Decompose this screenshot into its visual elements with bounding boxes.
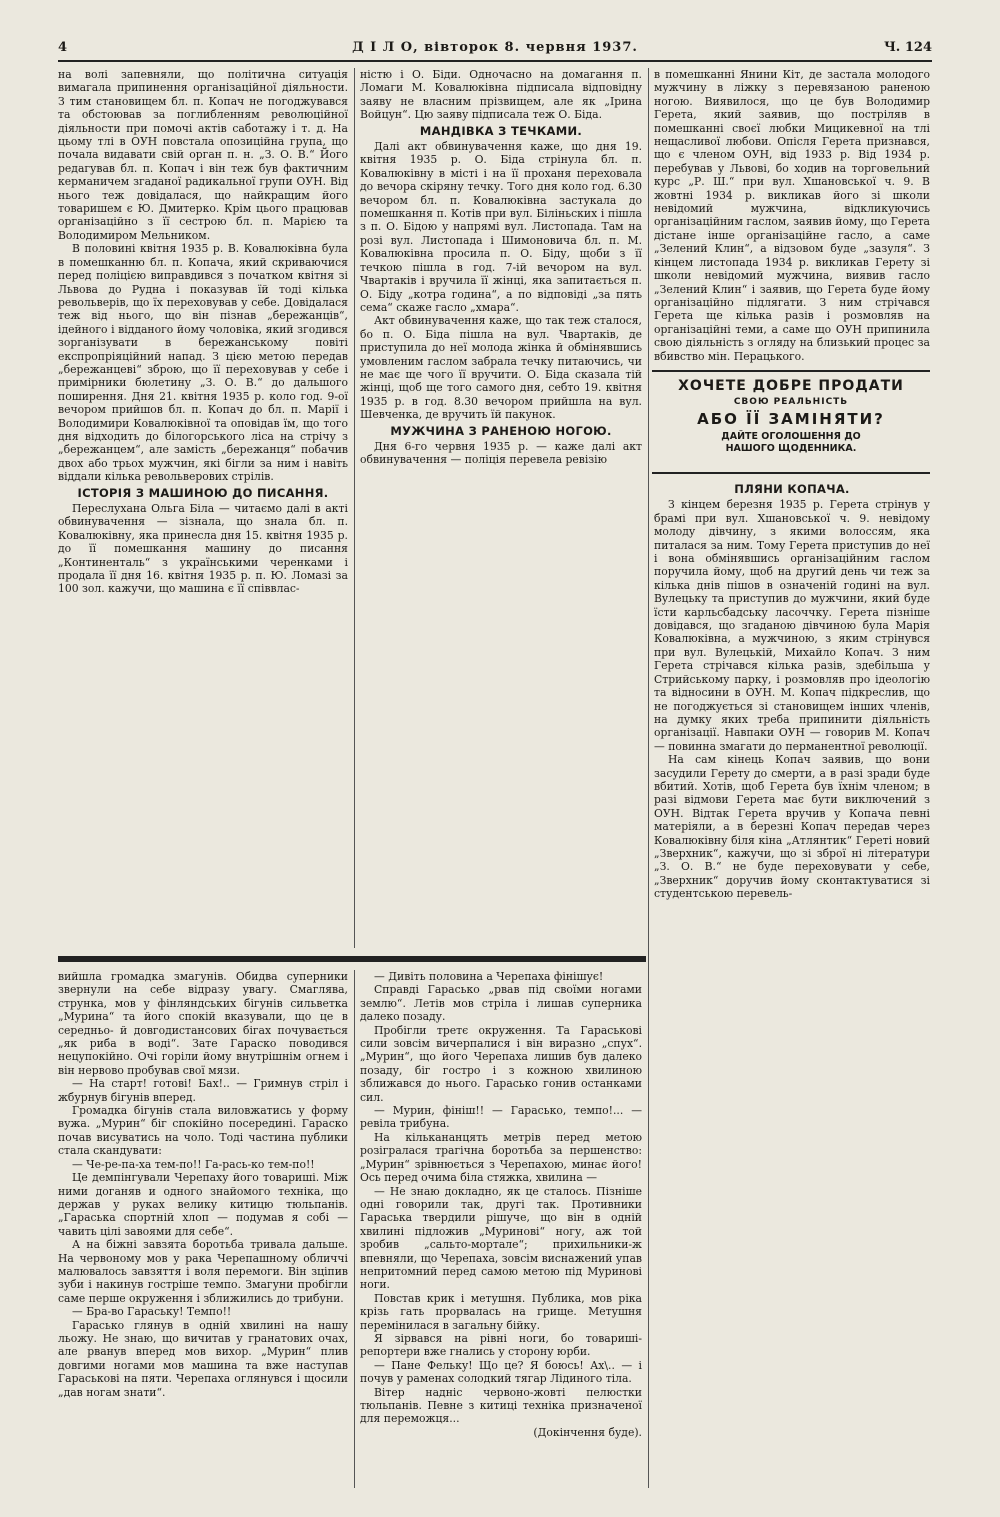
article-column-3-continued (654, 480, 930, 1490)
paragraph: Пробігли третє окруження. Та Гараськові сили зовсім вичерпалися і він виразно „спух“. „Мурин“, що його Черепаха лишив був далеко позаду, біг гостро і з кожною хвилиною зближався до нього. Гарасько гонив останками сил. (360, 1023, 642, 1104)
paragraph: В половині квітня 1935 р. В. Ковалюківна була в помешканню бл. п. Копача, який скриваючися перед поліцією виправдився з початком квітня зі Львова до Рудна і показував їй тоді кілька револьверів, що їх переховував у себе. Довідалася теж від нього, що він пізнав „бережанців“, ідейного і відданого йому чоловіка, який згодився зорганізувати в бережанському повіті експропріяційний напад. З цією метою передав „бережанцеві“ зброю, що її переховував у себе і примірники бюлетину „З. О. В.“ до дальшого поширення. Дня 21. квітня 1935 р. коло год. 9-ої вечором прийшов бл. п. Копач до бл. п. Марії і Володимири Ковалюківної та оповідав їм, що того дня відходить до білогорського ліса на стрічу з „бережанцем“, але замість „бережанця“ побачив двох або трьох мужчин, які бігли за ним і навіть віддали кілька револьверових стрілів. (58, 242, 348, 484)
paragraph: Дня 6-го червня 1935 р. — каже далі акт обвинувачення — поліція перевела ревізію (360, 439, 642, 467)
masthead (58, 38, 932, 62)
issue-number: Ч. 124 (883, 40, 932, 55)
article-column-2 (360, 68, 642, 948)
masthead-title: Д І Л О, вівторок 8. червня 1937. (352, 40, 638, 55)
paragraph: На сам кінець Копач заявив, що вони засудили Герету до смерти, а в разі зради буде вбитий. Хотів, щоб Герета був їхнім членом; в разі відмови Герета має бути виключений з ОУН. Відтак Герета вручив у Копача певні матеріяли, а в березні Копач передав через Ковалюківну біля кіна „Атлянтик“ Гереті новий „Зверхник“, кажучи, що зі зброї ні літератури „З. О. В.“ не буде переховувати у себе, „Зверхник“ доручив йому сконтактуватися зі студентською перевель- (654, 753, 930, 901)
subheading-kopach-plans: ПЛЯНИ КОПАЧА. (734, 482, 850, 496)
paragraph: Повстав крик і метушня. Публика, мов ріка крізь гать прорвалась на грище. Метушня перемінилася в загальну бійку. (360, 1291, 642, 1332)
paragraph: ністю і О. Біди. Одночасно на домагання п. Ломаги М. Ковалюківна підписала відповідну заяву не власним прізвищем, але як „Ірина Войцун“. Цю заяву підписала теж О. Біда. (360, 68, 642, 122)
paragraph: — Дивіть половина а Черепаха фінішує! (374, 970, 604, 983)
ad-headline: ХОЧЕТЕ ДОБРЕ ПРОДАТИ (678, 378, 904, 394)
column-divider (648, 68, 649, 1488)
advertisement-box (652, 370, 930, 474)
paragraph: — Бра-во Гараську! Темпо!! (72, 1305, 232, 1319)
ad-call-to-action: ДАЙТЕ ОГОЛОШЕННЯ ДО НАШОГО ЩОДЕННИКА. (721, 431, 861, 454)
page-number: 4 (58, 40, 68, 55)
paragraph: На кількананцять метрів перед метою розігралася трагічна боротьба за першенство: „Мурин“ зрівнюється з Черепахою, минає його! Ось перед очима біла стяжка, хвилина — (360, 1130, 642, 1185)
paragraph: Далі акт обвинувачення каже, що дня 19. квітня 1935 р. О. Біда стрінула бл. п. Ковалюківну в місті і на її проханя переховала до вечора скіряну течку. Того дня коло год. 6.30 вечором бл. п. Ковалюківна застукала до помешкання п. Котів при вул. Біліньских і пішла з п. О. Бідою у напрямі вул. Листопада. Там на розі вул. Листопада і Шимоновича бл. п. М. Ковалюківна просила п. О. Біду, щоби з її течкою пішла в год. 7-ій вечором на вул. Чвартаків і вручила її жінці, яка запитається п. О. Біду „котра година“, а по відповіді „за пять сема“ скаже гасло „хмара“. (360, 140, 642, 314)
paragraph: Це демпінгували Черепаху його товариші. Між ними доганяв и одного знайомого техніка, що держав у руках велику китицю тюльпанів. „Гараська спортній хлоп — подумав я собі — чавить цілі завоями для себе“. (58, 1171, 348, 1238)
paragraph: на волі запевняли, що політична ситуація вимагала припинення організаційної діяльности. З тим становищем бл. п. Копач не погоджувався та обстоював за поглибленням революційної діяльности при помочі актів саботажу і т. д. На цьому тлі в ОУН повстала опозиційна група, що почала видавати свій орган п. н. „З. О. В.“ Його редагував бл. п. Копач і він теж був фактичним керманичем згаданої радикальної групи ОУН. Від нього теж довідалася, що найкращим його товаришем є Ю. Дмитерко. Крім цього працював організаційно з її сестрою бл. п. Марією та Володимиром Мельником. (58, 68, 348, 242)
paragraph: — Мурин, фініш!! — Гарасько, темпо!... — ревіла трибуна. (360, 1104, 642, 1131)
subheading-briefcases: МАНДІВКА З ТЕЧКАМИ. (419, 123, 583, 138)
story-column-1 (58, 970, 348, 1488)
article-column-1 (58, 68, 348, 948)
paragraph: З кінцем березня 1935 р. Герета стрінув у брамі при вул. Хшановської ч. 9. невідому молоду дівчину, з якими волоссям, яка питалася за ним. Тому Герета приступив до неї і вона обмінявшись організаційним гаслом поручила йому, щоб на другий день чи теж за кілька днів пішов в означеній годині на вул. Вулецьку та приступив до мужчини, який буде їсти карльсбадську ласоччку. Герета пізніше довідався, що згаданою дівчиною була Марія Ковалюківна, а мужчиною, з яким стрінувся при вул. Вулецькій, Михайло Копач. З ним Герета стрічався кілька разів, здебільша у Стрийському парку, і розмовляв про ідеологію та відносини в ОУН. М. Копач підкреслив, що не погоджується зі становищем інших членів, на думку яких треба припинити діяльність організації. Навпаки ОУН — говорив М. Копач — повинна змагати до перманентної революції. (654, 498, 930, 753)
paragraph: А на біжні завзята боротьба тривала дальше. На червоному мов у рака Черепашному обличчі малювалось завзяття і воля перемоги. Він зціпив зуби і накинув гостріше темпо. Змагуни пробігли саме перше окруження і зближились до трибуни. (58, 1238, 348, 1305)
paragraph: — Не знаю докладно, як це сталось. Пізніше одні говорили так, другі так. Противники Гараська твердили рішуче, що він в одній хвилині підложив „Муринові“ ногу, аж той зробив „сальто-мортале“; прихильники-ж впевняли, що Черепаха, зовсім виснажений упав непритомний перед самою метою під Муринові ноги. (360, 1184, 642, 1292)
paragraph: Я зірвався на рівні ноги, бо товариші-репортери вже гнались у сторону юрби. (360, 1331, 642, 1359)
column-divider (354, 68, 355, 948)
paragraph: в помешканні Янини Кіт, де застала молодого мужчину в ліжку з перевязаною раненою ногою. Виявилося, що це був Володимир Герета, який заявив, що постріляв в помешканні своєї любки Мицикевної на тлі нещасливої любови. Опісля Герета признався, що є членом ОУН, від 1933 р. Від 1934 р. перебував у Львові, бо ходив на торговельний курс „Р. Ш.“ при вул. Хшановської ч. 9. В жовтні 1934 р. викликав його зі школи невідомий мужчина, відкликуючись організаційним гаслом, заявив йому, що Герета дістане інше організаційне гасло, а саме „Зелений Клин“, а відзовом буде „зазуля“. З кінцем листопада 1934 р. викликав Герету зі школи невідомий мужчина, виявив гасло „Зелений Клин“ і заявив, що Герета буде йому організаційно підлягати. З ним стрічався Герета ще кілька разів і розмовляв на організаційні теми, а саме що ОУН припинила свою діяльність з огляду на близький процес за вбивство мін. Перацького. (654, 68, 930, 363)
paragraph: Вітер надніс червоно-жовті пелюстки тюльпанів. Певне з китиці техніка призначеної для переможця... (360, 1385, 642, 1426)
paragraph: Гарасько глянув в одній хвилині на нашу льожу. Не знаю, що вичитав у гранатових очах, але рванув вперед мов вихор. „Мурин“ плив довгими ногами мов машина та вже наступав Гараськові на пяти. Черепаха оглянувся і щосили „дав ногам знати“. (58, 1318, 348, 1399)
paragraph: Переслухана Ольга Біла — читаємо далі в акті обвинувачення — зізнала, що знала бл. п. Ковалюківну, яка принесла дня 15. квітня 1935 р. до її помешкання машину до писання „Континенталь“ з українськими черенками і продала її дня 16. квітня 1935 р. п. Ю. Ломазі за 100 зол. кажучи, що машина є її співвлас- (58, 502, 348, 596)
subheading-typewriter: ІСТОРІЯ З МАШИНОЮ ДО ПИСАННЯ. (77, 485, 329, 500)
ad-question: АБО ЇЇ ЗАМІНЯТИ? (697, 410, 885, 428)
paragraph: Громадка бігунів стала виловжатись у форму вужа. „Мурин“ біг спокійно посередині. Гараско почав висуватись на чоло. Тоді частина публики стала скандувати: (58, 1104, 348, 1158)
subheading-wounded-man: МУЖЧИНА З РАНЕНОЮ НОГОЮ. (390, 423, 612, 438)
article-column-3 (654, 68, 930, 364)
paragraph: Акт обвинувачення каже, що так теж сталося, бо п. О. Біда пішла на вул. Чвартаків, де приступила до неї молода жінка й обмінявшись умовленим гаслом забрала течку питаючись, чи не має ще чого її вручити. О. Біда сказала тій жінці, щоб ще того самого дня, себто 19. квітня 1935 р. в год. 8.30 вечором прийшла на вул. Шевченка, де вручить їй пакунок. (360, 314, 642, 422)
paragraph: — Че-ре-па-ха тем-по!! Га-рась-ко тем-по!! (72, 1157, 315, 1171)
paragraph: — На старт! готові! Бах!.. — Гримнув стріл і жбурнув бігунів вперед. (58, 1077, 348, 1104)
to-be-continued: (Докінчення буде). (533, 1425, 642, 1439)
paragraph: вийшла громадка змагунів. Обидва суперники звернули на себе відразу увагу. Смаглява, струнка, мов у фінляндських бігунів сильветка „Мурина“ та його спокій вказували, що це в середньо- й довгодистансових бігах почувається „як риба в воді“. Зате Гараско поводився нецупокійно. Очі горіли йому внутрішнім огнем і він нервово пробував свої мязи. (58, 970, 348, 1077)
column-divider (354, 970, 355, 1488)
masthead-rule (58, 60, 932, 62)
paragraph: Справді Гарасько „рвав під своїми ногами землю“. Летів мов стріла і лишав суперника далеко позаду. (360, 983, 642, 1024)
story-column-2 (360, 970, 642, 1488)
section-separator (58, 956, 646, 962)
paragraph: — Пане Фельку! Що це? Я боюсь! Ах\.. — і почув у раменах солодкий тягар Лідиного тіла. (360, 1358, 642, 1386)
ad-subline: СВОЮ РЕАЛЬНІСТЬ (733, 397, 849, 407)
